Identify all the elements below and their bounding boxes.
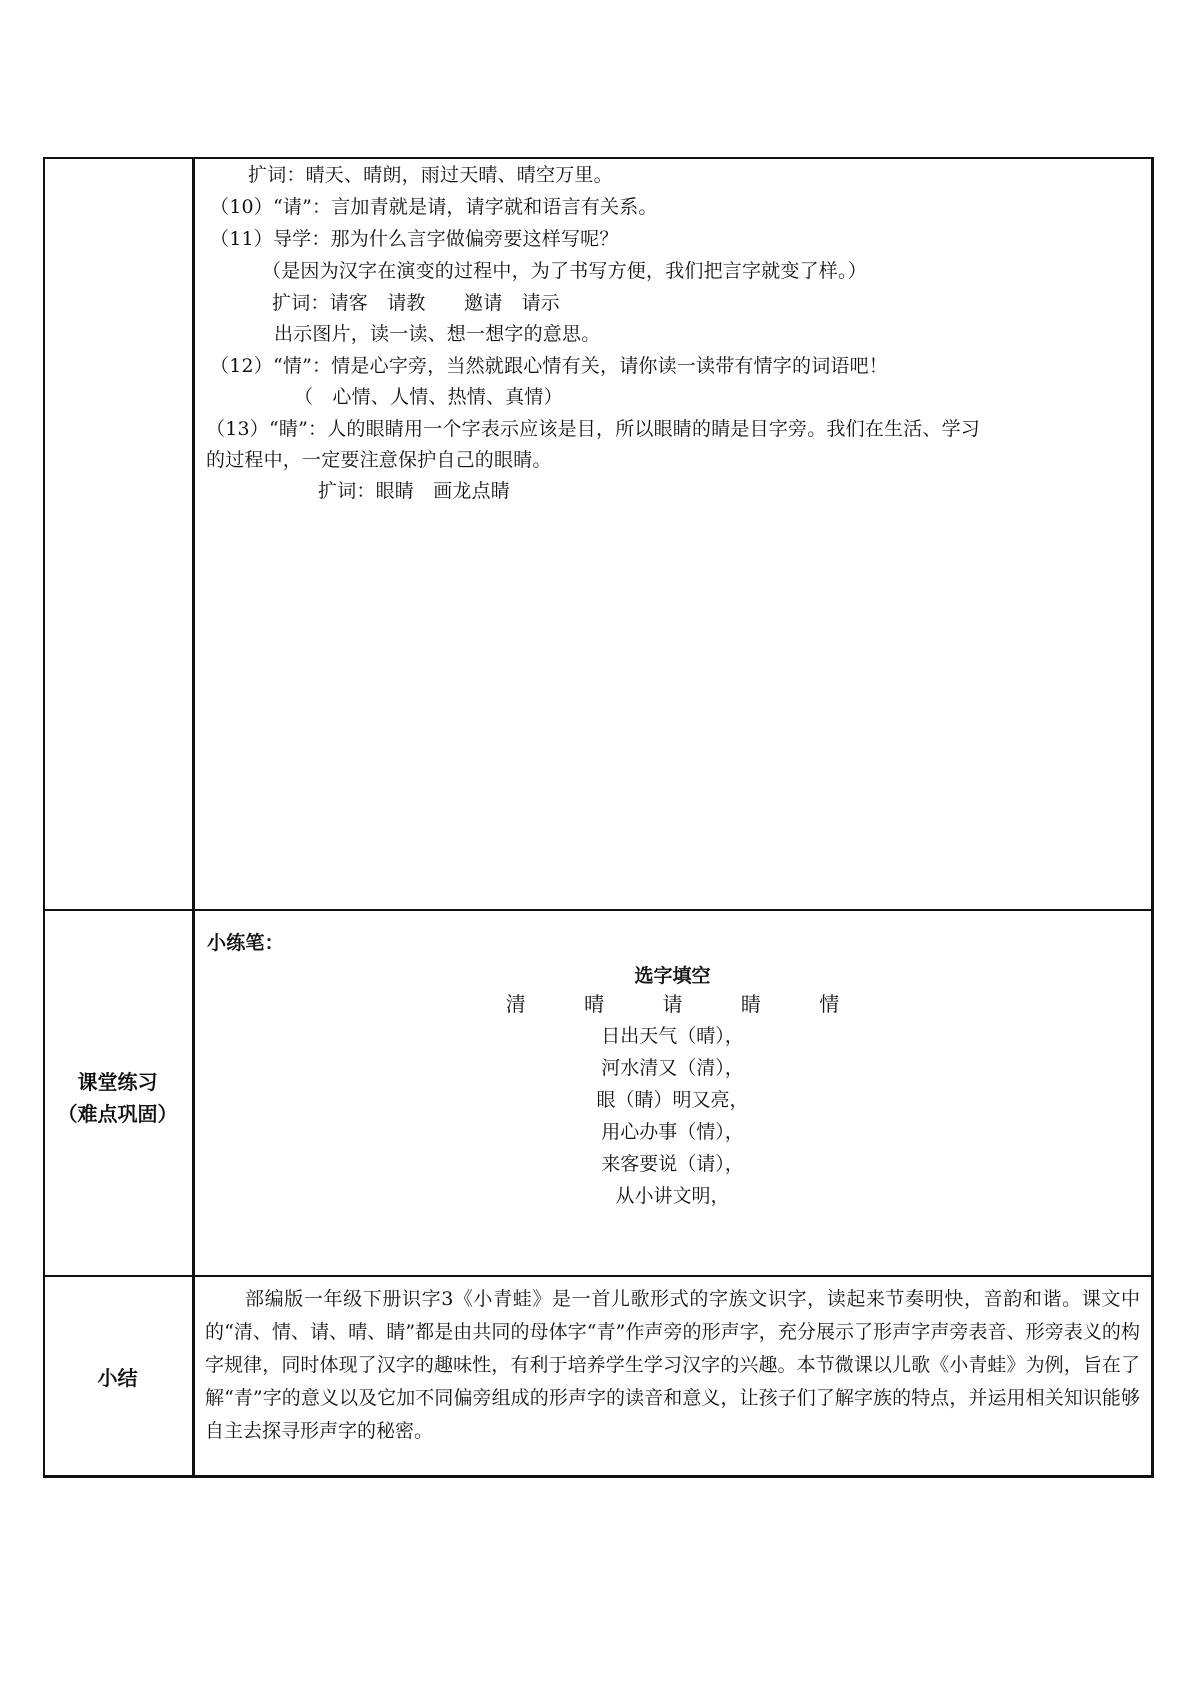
poem-line: 眼（睛）明又亮，: [596, 1089, 749, 1111]
choice-char: 晴: [584, 992, 605, 1016]
choice-char: 情: [819, 992, 840, 1016]
poem-line: 来客要说（请），: [601, 1153, 744, 1175]
lesson-line: （ 心情、人情、热情、真情）: [294, 386, 563, 408]
lesson-line: 扩词：眼睛 画龙点睛: [318, 480, 511, 502]
lesson-line: （13）“睛”：人的眼睛用一个字表示应该是目，所以眼睛的睛是目字旁。我们在生活、学习: [206, 418, 981, 440]
practice-heading: 小练笔：: [207, 932, 284, 954]
practice-title: 选字填空: [634, 965, 711, 987]
choice-char: 睛: [740, 992, 761, 1016]
column-divider: [192, 157, 195, 1478]
poem-line: 日出天气（晴），: [601, 1025, 744, 1047]
row-label-summary: 小结: [97, 1366, 138, 1390]
lesson-line: （是因为汉字在演变的过程中，为了书写方便，我们把言字就变了样。）: [262, 260, 867, 282]
poem-line: 从小讲文明，: [615, 1185, 730, 1207]
poem-line: 河水清又（清），: [601, 1057, 744, 1079]
lesson-line: 出示图片，读一读、想一想字的意思。: [274, 323, 601, 345]
summary-text: 部编版一年级下册识字3《小青蛙》是一首儿歌形式的字族文识字，读起来节奏明快，音韵和谐。课文中的“清、情、请、晴、睛”都是由共同的母体字“青”作声旁的形声字，充分展示了形声字声旁表音、形旁表义的构字规律，同时体现了汉字的趣味性，有利于培养学生学习汉字的兴趣。本节微课以儿歌《小青蛙》为例，旨在了解“青”字的意义以及它加不同偏旁组成的形声字的读音和意义，让孩子们了解字族的特点，并运用相关知识能够自主去探寻形声字的秘密。: [205, 1288, 1140, 1442]
lesson-line: 扩词：晴天、晴朗，雨过天晴、晴空万里。: [248, 164, 613, 186]
lesson-line: 扩词：请客 请教 邀请 请示: [272, 292, 561, 314]
lesson-line: （12）“情”：情是心字旁，当然就跟心情有关，请你读一读带有情字的词语吧！: [210, 355, 889, 377]
row-divider: [43, 1275, 1154, 1277]
row-label-practice: 课堂练习: [77, 1070, 158, 1094]
lesson-line: （10）“请”：言加青就是请，请字就和语言有关系。: [210, 196, 658, 218]
row-label-practice-sub: （难点巩固）: [57, 1102, 178, 1126]
choice-char: 请: [662, 992, 683, 1016]
lesson-line: 的过程中，一定要注意保护自己的眼睛。: [206, 449, 552, 471]
lesson-line: （11）导学：那为什么言字做偏旁要这样写呢？: [210, 228, 619, 250]
choice-char: 清: [505, 992, 526, 1016]
poem-line: 用心办事（情），: [601, 1121, 744, 1143]
row-divider: [43, 909, 1154, 911]
character-choices: [205, 988, 1140, 1017]
